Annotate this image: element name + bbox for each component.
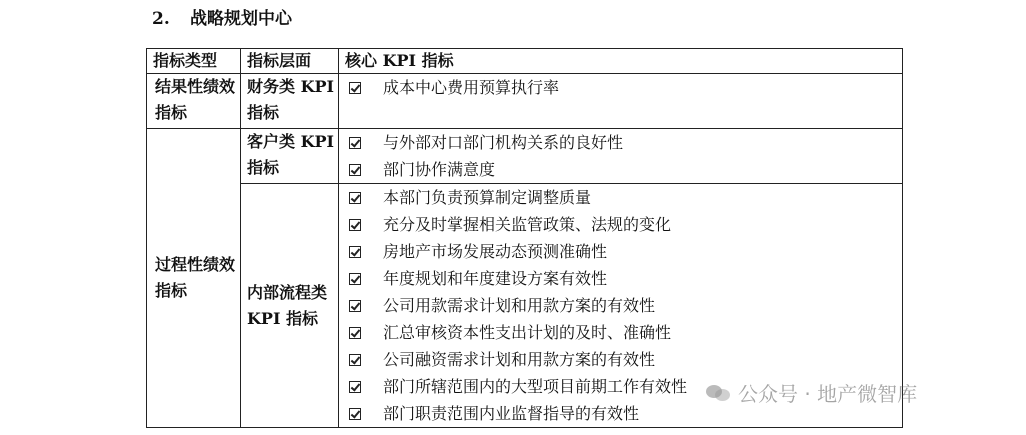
list-item: 与外部对口部门机构关系的良好性: [339, 129, 902, 156]
table-header-row: [147, 49, 903, 74]
list-item: 充分及时掌握相关监管政策、法规的变化: [339, 211, 902, 238]
list-item: 房地产市场发展动态预测准确性: [339, 238, 902, 265]
header-indicator-level: 指标层面: [241, 49, 339, 74]
header-core-kpi: 核心 KPI 指标: [339, 49, 903, 74]
list-item: 部门职责范围内业监督指导的有效性: [339, 400, 902, 427]
process-type-cell: 过程性绩效指标: [147, 129, 241, 428]
internal-level-cell: 内部流程类 KPI 指标: [241, 184, 339, 428]
customer-kpi-cell: [339, 129, 903, 184]
checkbox-icon: [349, 408, 361, 420]
list-item: 年度规划和年度建设方案有效性: [339, 265, 902, 292]
table-row: [147, 129, 903, 184]
list-item: 部门所辖范围内的大型项目前期工作有效性: [339, 373, 902, 400]
checkbox-icon: [349, 192, 361, 204]
header-indicator-type: 指标类型: [147, 49, 241, 74]
checkbox-icon: [349, 82, 361, 94]
financial-kpi-cell: [339, 74, 903, 129]
checkbox-icon: [349, 164, 361, 176]
checkbox-icon: [349, 300, 361, 312]
section-number: 2.: [152, 9, 170, 29]
list-item: 成本中心费用预算执行率: [339, 74, 902, 101]
wechat-icon: [706, 383, 732, 403]
result-type-cell: 结果性绩效指标: [147, 74, 241, 129]
checkbox-icon: [349, 354, 361, 366]
customer-level-cell: 客户类 KPI 指标: [241, 129, 339, 184]
list-item: 本部门负责预算制定调整质量: [339, 184, 902, 211]
list-item: 部门协作满意度: [339, 156, 902, 183]
checkbox-icon: [349, 246, 361, 258]
checkbox-icon: [349, 219, 361, 231]
checkbox-icon: [349, 137, 361, 149]
watermark: [706, 378, 917, 407]
checkbox-icon: [349, 381, 361, 393]
checkbox-icon: [349, 273, 361, 285]
list-item: 公司用款需求计划和用款方案的有效性: [339, 292, 902, 319]
section-heading: [152, 4, 292, 29]
financial-level-cell: 财务类 KPI 指标: [241, 74, 339, 129]
list-item: 公司融资需求计划和用款方案的有效性: [339, 346, 902, 373]
watermark-text: 公众号 · 地产微智库: [738, 382, 918, 406]
table-row: [147, 74, 903, 129]
checkbox-icon: [349, 327, 361, 339]
kpi-table: [146, 48, 903, 428]
list-item: 汇总审核资本性支出计划的及时、准确性: [339, 319, 902, 346]
section-title: 战略规划中心: [190, 9, 292, 29]
